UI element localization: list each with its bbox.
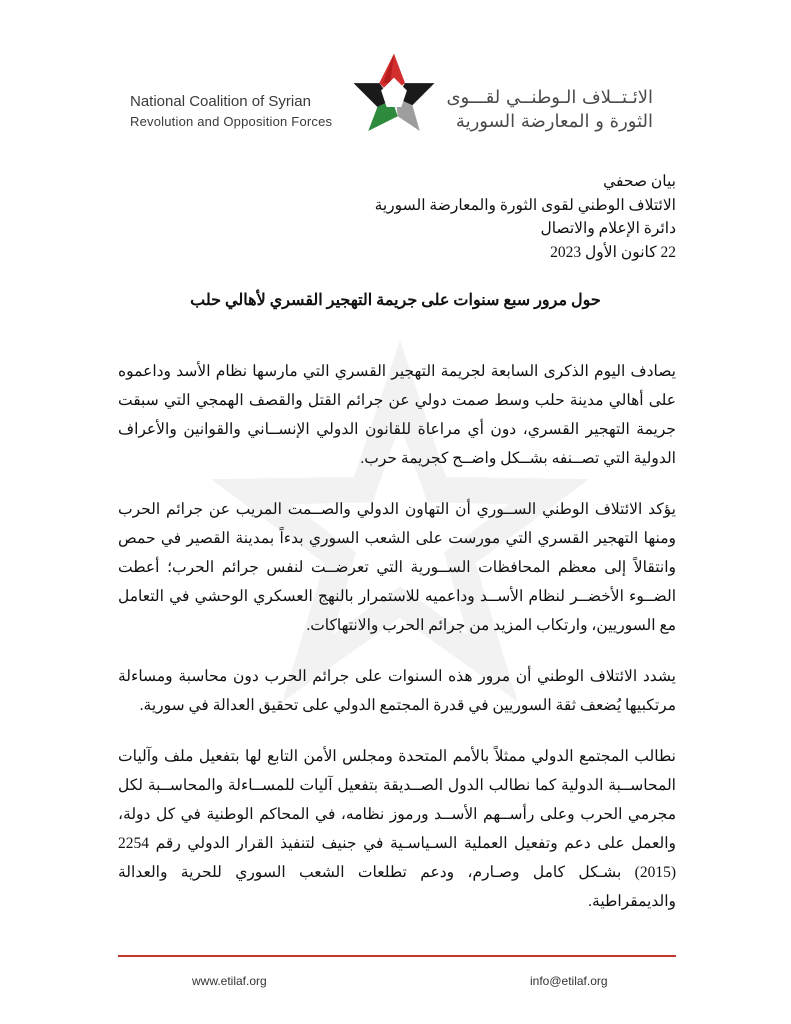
org-en-line2: Revolution and Opposition Forces bbox=[130, 114, 333, 129]
footer-email: info@etilaf.org bbox=[530, 974, 608, 988]
meta-doc-type: بيان صحفي bbox=[603, 173, 676, 190]
document-body bbox=[118, 357, 676, 938]
coalition-star-logo-icon bbox=[348, 50, 440, 142]
press-release-meta bbox=[156, 170, 676, 264]
document-title: حول مرور سبع سنوات على جريمة التهجير القسري لأهالي حلب bbox=[190, 292, 601, 309]
meta-date: 22 كانون الأول 2023 bbox=[550, 243, 676, 261]
meta-organization: الائتلاف الوطني لقوى الثورة والمعارضة السورية bbox=[374, 196, 676, 214]
paragraph-3: يشدد الائتلاف الوطني أن مرور هذه السنوات على جرائم الحرب دون محاسبة ومساءلة مرتكبيها يُضعف ثقة السوريين في قدرة المجتمع الدولي على تحقيق العدالة في سورية. bbox=[118, 668, 676, 714]
organization-name-arabic bbox=[438, 86, 653, 134]
paragraph-1: يصادف اليوم الذكرى السابعة لجريمة التهجير القسري التي مارسها نظام الأسد وداعموه على أهالي مدينة حلب وسط صمت دولي عن جرائم القتل والقصف الهمجي التي سبقت جريمة التهجير القسري، دون أي مراعاة للقانون الدولي الإنســاني والقوانين والأعراف الدولية التي تصــنفه بشــكل واضــح كجريمة حرب. bbox=[118, 363, 676, 467]
org-en-line1: National Coalition of Syrian bbox=[130, 93, 311, 110]
paragraph-4: نطالب المجتمع الدولي ممثلاً بالأمم المتحدة ومجلس الأمن التابع لها بتفعيل ملف وآليات المحاســبة الدولية كما نطالب الدول الصــديقة بتفعيل آليات للمســاءلة والمحاســبة لكل مجرمي الحرب وعلى رأســهم الأســد ورموز نظامه، في المحاكم الوطنية في كل دولة، والعمل على دعم وتفعيل العملية السـياسـية في جنيف لتنفيذ القرار الدولي رقم 2254 (2015) بشـكل كامل وصـارم، ودعم تطلعات الشعب السوري للحرية والعدالة والديمقراطية. bbox=[118, 748, 676, 910]
org-ar-line1: الائـتــلاف الـوطنــي لقـــوى bbox=[446, 87, 653, 108]
meta-department: دائرة الإعلام والاتصال bbox=[540, 220, 676, 237]
organization-name-english bbox=[130, 92, 345, 132]
footer-website: www.etilaf.org bbox=[192, 974, 267, 988]
footer-divider bbox=[118, 955, 676, 957]
paragraph-2: يؤكد الائتلاف الوطني الســوري أن التهاون الدولي والصــمت المريب عن جرائم الحرب ومنها التهجير القسري التي مورست على الشعب السوري بدءاً بمدينة القصير في حمص وانتقالاً إلى معظم المحافظات الســورية التي تعرضــت لنفس جرائم الحرب؛ أعطت الضــوء الأخضــر لنظام الأســد وداعميه للاستمرار بالنهج العسكري الوحشي في التعامل مع السوريين، وارتكاب المزيد من جرائم الحرب والانتهاكات. bbox=[118, 501, 676, 634]
org-ar-line2: الثورة و المعارضة السورية bbox=[455, 111, 653, 132]
